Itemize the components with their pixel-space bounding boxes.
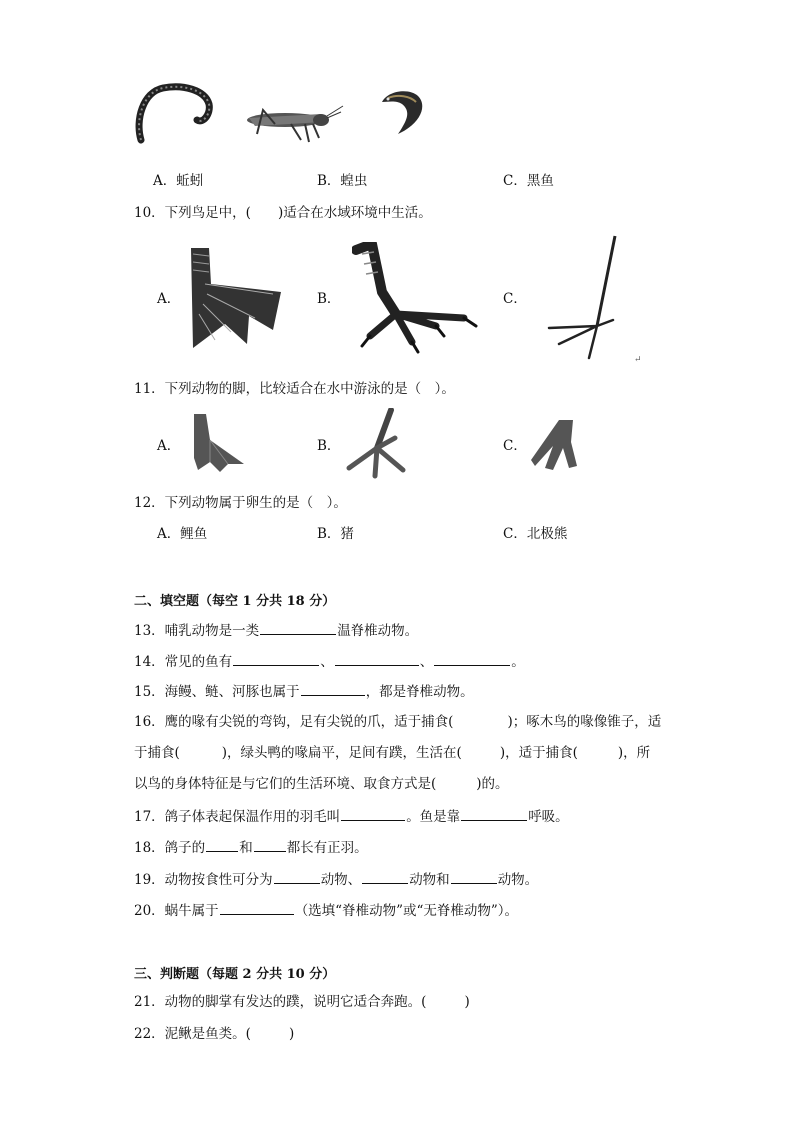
option-b: B．猪 (317, 526, 354, 542)
question-19-text: 动物、 (320, 872, 362, 888)
locust-image (235, 100, 345, 150)
answer-blank[interactable] (451, 869, 497, 884)
question-19-text: 19．动物按食性可分为 (134, 872, 273, 888)
webbed-foot-image (185, 244, 285, 352)
question-21-text: ) (464, 994, 470, 1010)
question-14 (134, 651, 525, 671)
question-12-stem: 12．下列动物属于卵生的是（ ）。 (134, 495, 347, 511)
duck-foot-image (184, 412, 248, 474)
question-11-stem: 11．下列动物的脚，比较适合在水中游泳的是（ ）。 (134, 381, 455, 397)
chicken-foot-image (345, 408, 407, 480)
separator: 、 (419, 654, 434, 670)
answer-blank[interactable] (335, 651, 419, 666)
answer-blank[interactable] (362, 869, 408, 884)
question-16-line-3 (134, 775, 509, 793)
question-18-text: 18．鸽子的 (134, 840, 206, 856)
question-16-text: )的。 (476, 776, 509, 792)
question-13-text: 温脊椎动物。 (337, 623, 419, 639)
question-15-text: 15．海鳗、鲢、河豚也属于 (134, 684, 300, 700)
question-19-text: 动物。 (497, 872, 539, 888)
option-b-label: B． (317, 438, 341, 454)
section-3-title: 三、判断题（每题 2 分共 10 分） (134, 967, 336, 982)
question-17-text: 。鱼是靠 (406, 809, 461, 825)
earthworm-image (133, 80, 215, 148)
question-16-line-1 (134, 713, 661, 731)
answer-blank[interactable] (461, 806, 527, 821)
answer-blank[interactable] (301, 681, 365, 696)
question-16-line-2 (134, 744, 650, 762)
question-16-text: )，适于捕食( (499, 745, 578, 761)
question-21 (134, 993, 470, 1011)
question-16-text: )，所 (617, 745, 651, 761)
question-15 (134, 681, 474, 701)
option-c-label: C． (503, 291, 527, 307)
question-18-text: 都长有正羽。 (286, 840, 368, 856)
option-c: C．北极熊 (503, 526, 568, 542)
answer-blank[interactable] (206, 837, 238, 852)
question-15-text: ，都是脊椎动物。 (365, 684, 474, 700)
answer-blank[interactable] (233, 651, 319, 666)
answer-blank[interactable] (274, 869, 320, 884)
question-16-text: 于捕食( (134, 745, 180, 761)
question-22 (134, 1025, 294, 1043)
section-2-title: 二、填空题（每空 1 分共 18 分） (134, 594, 336, 609)
answer-blank[interactable] (260, 620, 336, 635)
answer-blank[interactable] (341, 806, 405, 821)
question-14-end: 。 (511, 654, 525, 670)
question-16-text: 16．鹰的喙有尖锐的弯钩，足有尖锐的爪，适于捕食( (134, 714, 454, 730)
snakehead-fish-image (378, 84, 430, 140)
bird-claw-image (529, 418, 579, 472)
question-18 (134, 837, 368, 857)
question-13 (134, 620, 418, 640)
question-20-text: 20．蜗牛属于 (134, 903, 219, 919)
question-22-text: ) (288, 1026, 295, 1042)
question-18-text: 和 (239, 840, 253, 856)
wading-bird-foot-image (545, 234, 620, 360)
option-b-label: B． (317, 291, 341, 307)
question-16-text: )，绿头鸭的喙扁平，足间有蹼，生活在( (221, 745, 462, 761)
question-22-text: 22．泥鳅是鱼类。( (134, 1026, 251, 1042)
option-c-label: C． (503, 438, 527, 454)
answer-blank[interactable] (220, 900, 294, 915)
question-17-text: 呼吸。 (528, 809, 569, 825)
option-a-label: A． (157, 291, 181, 307)
question-16-text: 以鸟的身体特征是与它们的生活环境、取食方式是( (134, 776, 437, 792)
question-21-text: 21．动物的脚掌有发达的蹼，说明它适合奔跑。( (134, 994, 427, 1010)
option-c: C．黑鱼 (503, 173, 554, 189)
question-16-text: )；啄木鸟的喙像锥子，适 (507, 714, 662, 730)
answer-blank[interactable] (254, 837, 286, 852)
question-20-text: （选填“脊椎动物”或“无脊椎动物”）。 (294, 903, 519, 919)
question-17-text: 17．鸽子体表起保温作用的羽毛叫 (134, 809, 341, 825)
taloned-foot-image (352, 242, 480, 354)
option-a: A．蚯蚓 (153, 173, 204, 189)
question-19-text: 动物和 (409, 872, 450, 888)
separator: 、 (320, 654, 334, 670)
question-10-stem: 10．下列鸟足中，( )适合在水域环境中生活。 (134, 205, 432, 221)
answer-blank[interactable] (434, 651, 510, 666)
question-19 (134, 869, 538, 889)
paragraph-return-mark: ↵ (634, 355, 642, 365)
option-a-label: A． (157, 438, 181, 454)
question-20 (134, 900, 518, 920)
option-a: A．鲤鱼 (157, 526, 208, 542)
option-b: B．蝗虫 (317, 173, 368, 189)
question-13-text: 13．哺乳动物是一类 (134, 623, 260, 639)
question-14-text: 14．常见的鱼有 (134, 654, 233, 670)
question-17 (134, 806, 569, 826)
